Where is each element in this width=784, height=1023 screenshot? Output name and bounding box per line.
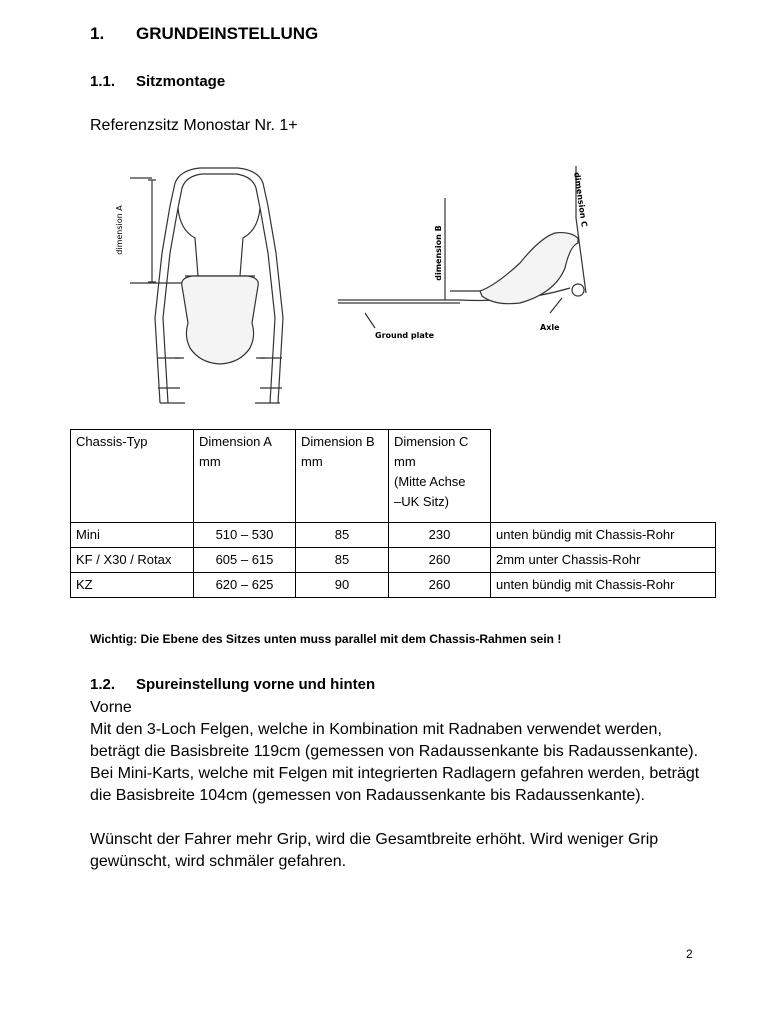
table-cell: 260 xyxy=(389,573,491,598)
paragraph: Wünscht der Fahrer mehr Grip, wird die Gesamtbreite erhöht. Wird weniger Grip gewünscht, wird schmäler gefahren. xyxy=(90,831,659,870)
heading-number: 1. xyxy=(90,24,105,43)
paragraph: Vorne xyxy=(90,699,132,716)
table-cell: unten bündig mit Chassis-Rohr xyxy=(491,523,716,548)
table-row xyxy=(71,573,716,598)
table-cell: 260 xyxy=(389,548,491,573)
dimension-a-label: dimension A xyxy=(115,205,124,255)
table-cell: 90 xyxy=(296,573,389,598)
table-row xyxy=(71,548,716,573)
table-cell: 85 xyxy=(296,523,389,548)
dimension-c-label: dimension C xyxy=(572,171,589,228)
axle-label: Axle xyxy=(540,323,560,332)
table-row xyxy=(71,523,716,548)
heading-number: 1.2. xyxy=(90,676,116,693)
table-cell: 510 – 530 xyxy=(194,523,296,548)
dimension-b-label: dimension B xyxy=(434,225,443,281)
table-cell: 85 xyxy=(296,548,389,573)
table-header-empty xyxy=(491,430,716,523)
important-note: Wichtig: Die Ebene des Sitzes unten muss parallel mit dem Chassis-Rahmen sein ! xyxy=(90,632,562,646)
paragraph-spacer xyxy=(90,807,710,829)
table-header-cell: Chassis-Typ xyxy=(71,430,194,523)
table-cell: Mini xyxy=(71,523,194,548)
table-header-cell: Dimension A mm xyxy=(194,430,296,523)
seat-side-view xyxy=(338,166,586,328)
table-cell: KZ xyxy=(71,573,194,598)
table-cell: 2mm unter Chassis-Rohr xyxy=(491,548,716,573)
heading-grundeinstellung xyxy=(90,24,318,44)
seat-front-view xyxy=(130,168,283,403)
page-number: 2 xyxy=(686,947,693,961)
heading-title: GRUNDEINSTELLUNG xyxy=(136,24,319,43)
table-header-cell: Dimension C mm (Mitte Achse –UK Sitz) xyxy=(389,430,491,523)
table-header-cell: Dimension B mm xyxy=(296,430,389,523)
table-header-row xyxy=(71,430,716,523)
dimension-table xyxy=(70,429,716,598)
paragraph: Mit den 3-Loch Felgen, welche in Kombination mit Radnaben verwendet werden, beträgt die Basisbreite 119cm (gemessen von Radaussenkante bis Radaussenkante). xyxy=(90,721,699,760)
table-cell: 605 – 615 xyxy=(194,548,296,573)
table-cell: 620 – 625 xyxy=(194,573,296,598)
table-cell: 230 xyxy=(389,523,491,548)
body-text xyxy=(90,697,710,873)
seat-dimension-figure xyxy=(100,158,620,408)
heading-spureinstellung xyxy=(90,676,375,693)
table-cell: KF / X30 / Rotax xyxy=(71,548,194,573)
paragraph: Bei Mini-Karts, welche mit Felgen mit integrierten Radlagern gefahren werden, beträgt die Basisbreite 104cm (gemessen von Radaussenkante bis Radaussenkante). xyxy=(90,765,700,804)
ground-plate-label: Ground plate xyxy=(375,331,435,340)
table-cell: unten bündig mit Chassis-Rohr xyxy=(491,573,716,598)
heading-title: Sitzmontage xyxy=(136,73,226,90)
reference-seat-text: Referenzsitz Monostar Nr. 1+ xyxy=(90,117,298,134)
heading-number: 1.1. xyxy=(90,73,116,90)
heading-title: Spureinstellung vorne und hinten xyxy=(136,676,376,693)
heading-sitzmontage xyxy=(90,73,225,90)
